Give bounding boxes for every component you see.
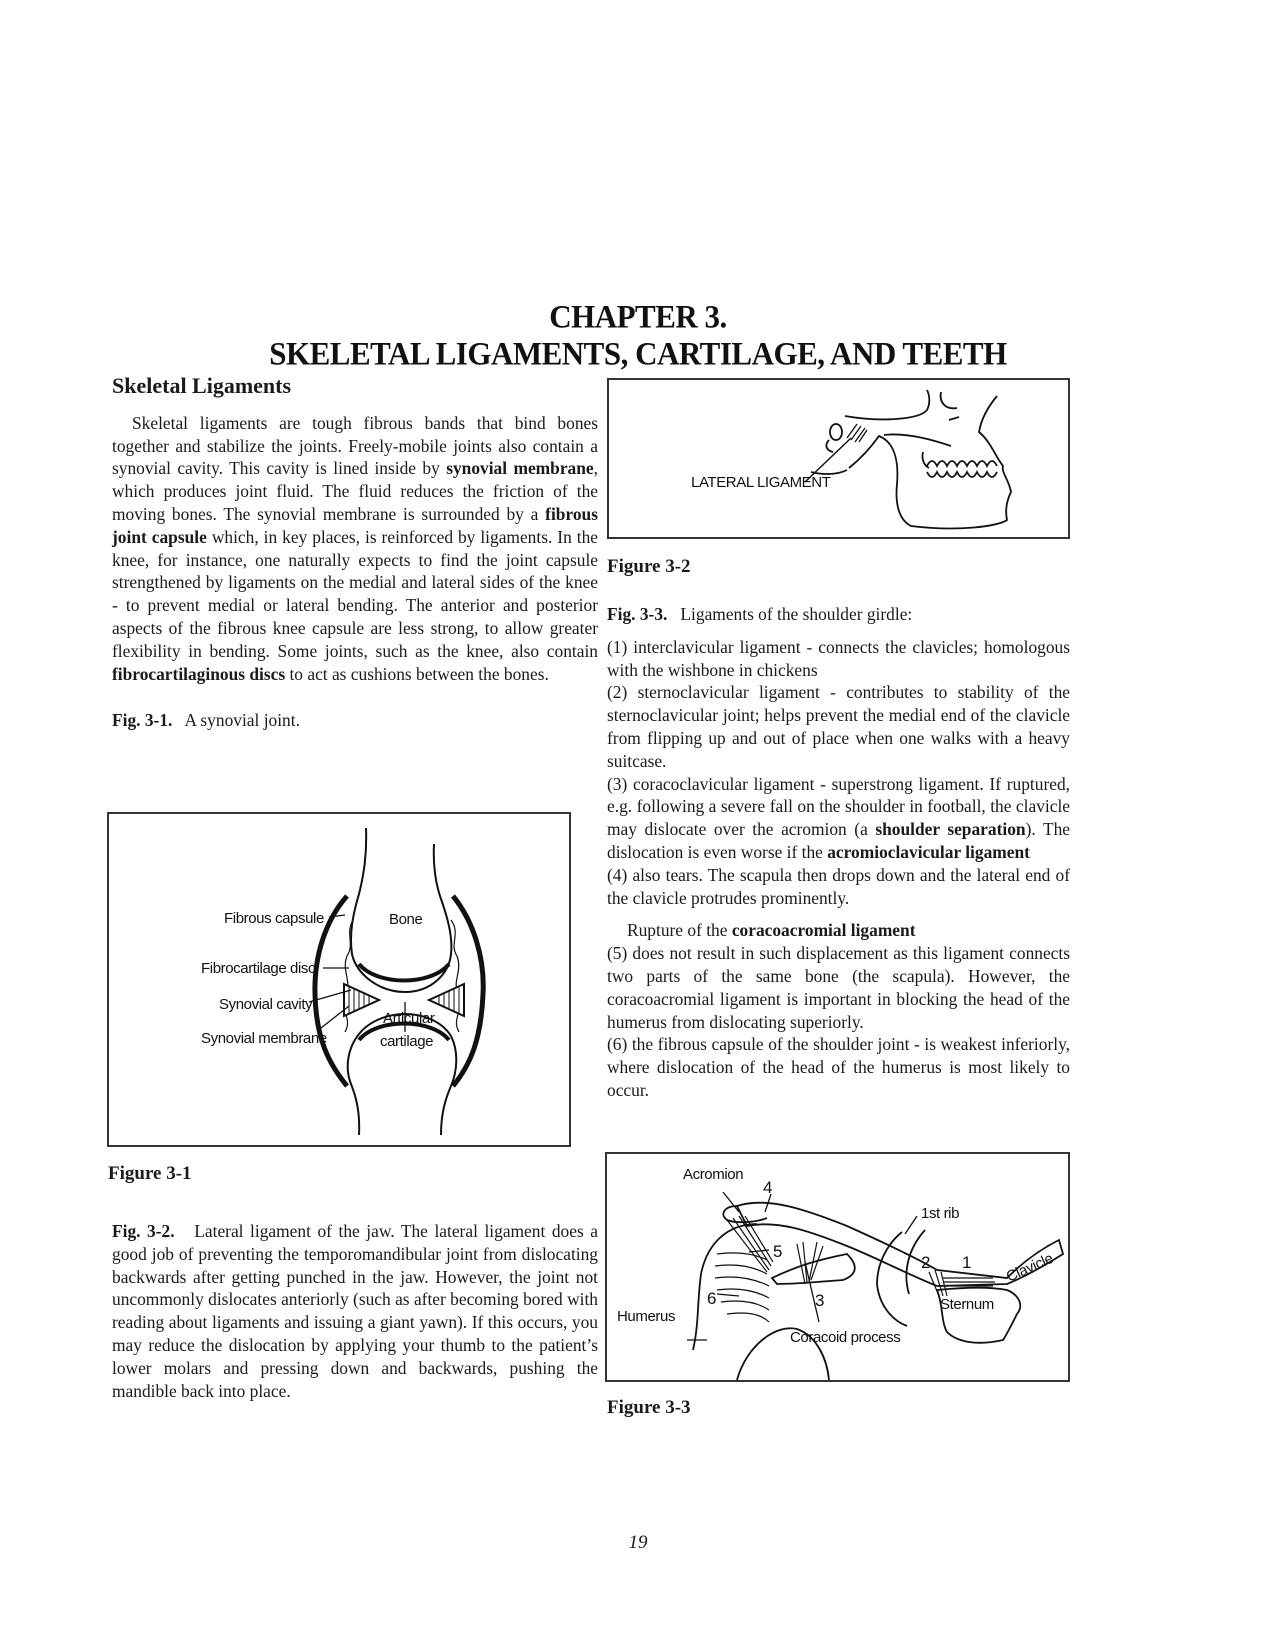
figure-3-1-synovial-joint	[107, 812, 571, 1147]
fig32-caption-text: Lateral ligament of the jaw. The lateral ligament does a good job of preventing the temporomandibular joint from dislocating backwards after getting punched in the jaw. However, the joint not uncommonly dislocates anteriorly (such as after becoming bored with reading about ligaments and issuing a giant yawn). If this occurs, you may reduce the dislocation by applying your thumb to the patient’s lower molars and pressing down and backwards, pushing the mandible back into place.	[112, 1221, 599, 1401]
label-humerus: Humerus	[617, 1308, 676, 1325]
chapter-number: CHAPTER 3.	[549, 297, 727, 335]
text-run: Skeletal ligaments are tough fibrous bands that bind bones together and stabilize the joints. Freely-mobile joints also contain a synovial cavity. This cavity is lined inside by	[112, 412, 598, 479]
rupture-paragraph	[607, 919, 1070, 942]
fig31-caption-number: Fig. 3-1.	[112, 710, 173, 731]
bold-term: shoulder separation	[875, 819, 1026, 840]
label-2: 2	[921, 1253, 931, 1272]
text-run: , which produces joint fluid. The fluid reduces the friction of the moving bones. The synovial membrane is surrounded by a	[112, 458, 598, 524]
bold-term: fibrocartilaginous discs	[112, 663, 286, 684]
fig33-caption-text: Ligaments of the shoulder girdle:	[680, 604, 913, 624]
label-coracoid-process: Coracoid process	[790, 1329, 901, 1346]
ligament-item-5: (5) does not result in such displacement as this ligament connects two parts of the same bone (the scapula). However, the coracoacromial ligament is important in blocking the head of the humerus from dislocating superiorly.	[607, 943, 1070, 1032]
bold-term: fibrous joint capsule	[112, 503, 598, 547]
figure-3-2-label: Figure 3-2	[607, 556, 691, 577]
ligament-item-1	[607, 636, 1070, 682]
label-5: 5	[773, 1242, 783, 1261]
fig32-caption	[112, 1220, 598, 1402]
label-sternum: Sternum	[940, 1296, 994, 1313]
text-run: Rupture of the	[627, 920, 732, 941]
fig33-caption	[607, 603, 1070, 626]
fig31-caption-text: A synovial joint.	[184, 710, 300, 731]
fig32-caption-number: Fig. 3-2.	[112, 1221, 175, 1241]
label-clavicle: Clavicle	[1003, 1250, 1056, 1286]
label-4: 4	[763, 1178, 773, 1197]
bold-term: synovial membrane	[446, 458, 594, 479]
label-fibrocartilage-disc: Fibrocartilage disc	[201, 960, 316, 977]
intro-paragraph	[112, 412, 598, 686]
label-articular: Articular	[383, 1010, 435, 1027]
ligament-item-2	[607, 681, 1070, 772]
chapter-title	[0, 298, 1276, 372]
label-3: 3	[815, 1291, 825, 1310]
text-run: ). The dislocation is even worse if the	[607, 819, 1070, 862]
jaw-diagram	[609, 380, 1068, 537]
right-column-text	[607, 603, 1070, 1102]
text-run: which, in key places, is reinforced by ligaments. In the knee, for instance, one naturally expects to find the joint capsule strengthened by ligaments on the medial and lateral sides of the knee - to prevent medial or lateral bending. The anterior and posterior aspects of the fibrous knee capsule are less strong, to allow greater flexibility in bending. Some joints, such as the knee, also contain	[112, 526, 598, 661]
bold-term: coracoacromial ligament	[731, 920, 916, 941]
figure-3-3-shoulder-girdle	[605, 1152, 1070, 1382]
ligament-list	[607, 636, 1070, 910]
text-run: to act as cushions between the bones.	[285, 663, 549, 684]
ligament-item-3	[607, 773, 1070, 864]
fig31-caption	[112, 709, 598, 732]
label-1st-rib: 1st rib	[921, 1205, 960, 1222]
label-acromion: Acromion	[683, 1166, 744, 1183]
ligament-item-4	[607, 864, 1070, 910]
label-6: 6	[707, 1289, 717, 1308]
figure-3-2-jaw	[607, 378, 1070, 539]
text-run: (2) sternoclavicular ligament - contributes to stability of the sternoclavicular joint; helps prevent the medial end of the clavicle from flipping up and out of place when one walks with a heavy suitcase.	[607, 682, 1070, 771]
fig33-caption-number: Fig. 3-3.	[607, 604, 668, 624]
left-column	[112, 375, 598, 732]
chapter-subtitle: SKELETAL LIGAMENTS, CARTILAGE, AND TEETH	[269, 335, 1007, 373]
figure-3-1-label: Figure 3-1	[108, 1163, 192, 1184]
bold-term: acromioclavicular ligament	[827, 841, 1030, 862]
label-synovial-cavity: Synovial cavity	[219, 996, 313, 1013]
label-synovial-membrane: Synovial membrane	[201, 1030, 327, 1047]
label-fibrous-capsule: Fibrous capsule	[224, 910, 324, 927]
synovial-joint-diagram	[109, 814, 569, 1145]
shoulder-girdle-diagram	[607, 1154, 1068, 1380]
text-run: (3) coracoclavicular ligament - superstrong ligament. If ruptured, e.g. following a severe fall on the shoulder in football, the clavicle may dislocate over the acromion (a	[607, 773, 1070, 840]
ligament-item-6: (6) the fibrous capsule of the shoulder joint - is weakest inferiorly, where dislocation of the head of the humerus is most likely to occur.	[607, 1034, 1070, 1100]
figure-3-3-label: Figure 3-3	[607, 1397, 691, 1418]
label-lateral-ligament: LATERAL LIGAMENT	[691, 474, 831, 491]
label-cartilage: cartilage	[380, 1033, 434, 1050]
page-number: 19	[628, 1532, 648, 1553]
text-run: (1) interclavicular ligament - connects the clavicles; homologous with the wishbone in chickens	[607, 636, 1070, 680]
label-bone: Bone	[389, 911, 423, 928]
section-heading: Skeletal Ligaments	[112, 373, 292, 398]
text-run: (4) also tears. The scapula then drops down and the lateral end of the clavicle protrudes prominently.	[607, 864, 1070, 908]
label-1: 1	[962, 1253, 972, 1272]
